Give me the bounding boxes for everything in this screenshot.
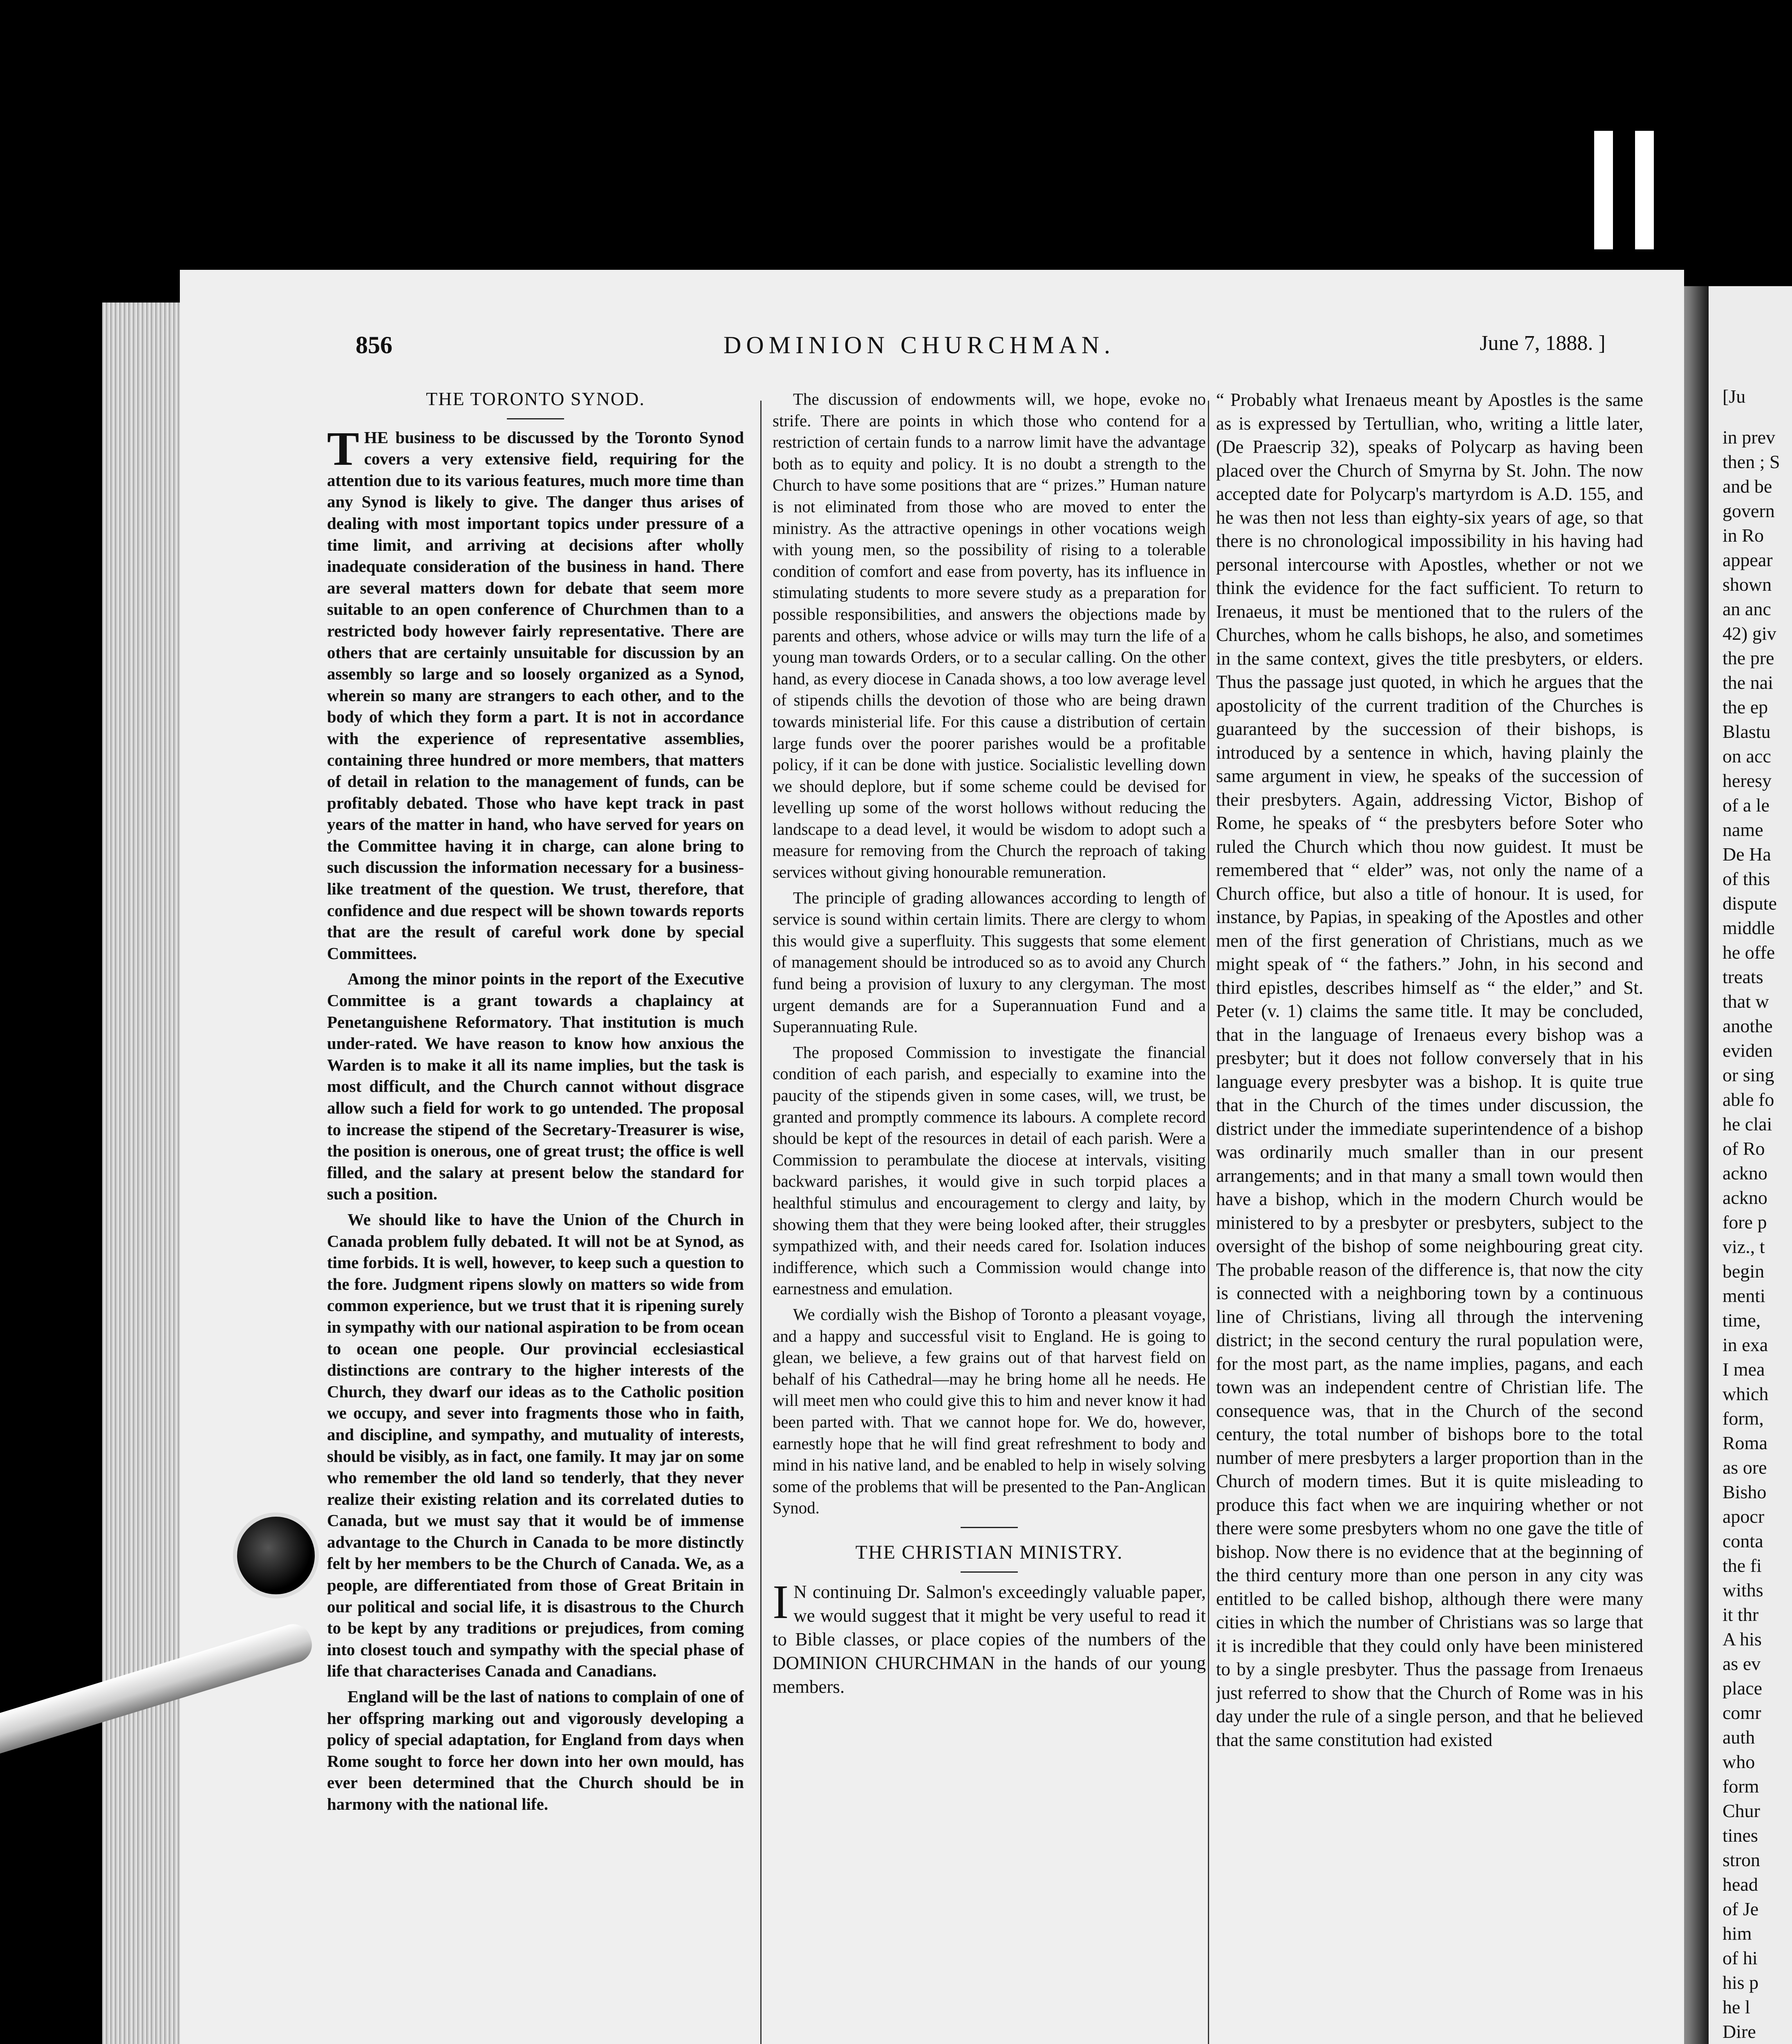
facing-page-text-fragment: in prev xyxy=(1723,427,1776,448)
paragraph: “ Probably what Irenaeus meant by Apostles is the same as is expressed by Tertullian, who, writing a little later, (De Praescrip 32), speaks of Polycarp as having been placed over the Church of Smyrna by St. John. The now accepted date for Polycarp's martyrdom is A.D. 155, and he was then not less than eighty-six years of age, so that there is no chronological impossibility in his having had personal intercourse with Apostles, whether or not we think the evidence for the fact sufficient. To return to Irenaeus, it must be mentioned that to the rulers of the Churches, whom he calls bishops, he also, and sometimes in the same context, gives the title presbyters, or elders. Thus the passage just quoted, in which he argues that the apostolicity of the current tradition of the Churches is guaranteed by the succession of their bishops, is introduced by a sentence in which, having plainly the same argument in view, he speaks of the succession of their presbyters. Again, addressing Victor, Bishop of Rome, he speaks of “ the presbyters before Soter who ruled the Church which thou now guidest. It must be remembered that “ elder” was, not only the name of a Church office, but also a title of honour. It is used, for instance, by Papias, in speaking of the Apostles and other men of the first generation of Christians, much as we might speak of “ the fathers.” John, in his second and third epistles, describes himself as “ the elder,” and St. Peter (v. 1) claims the same title. It may be concluded, that in the language of Irenaeus every bishop was a presbyter; but it does not follow conversely that in his language every presbyter was a bishop. It is quite true that in the Church of the times under discussion, the district under the immediate superintendence of a bishop was ordinarily much smaller than in our present arrangements; and in that many a small town would then have a bishop, which in the modern Church would be ministered to by a presbyter or presbyters, subject to the oversight of the bishop of some neighbouring great city. The probable reason of the difference is, that now the city is connected with a neighboring town by a continuous line of Christians, living all through the intervening district; in the second century the rural population were, for the most part, as the name implies, pagans, and each town was an independent centre of Christian life. The consequence was, that in the Church of the second century, the total number of bishops bore to the total number of mere presbyters a larger proportion than in the Church of modern times. But it is quite misleading to produce this fact when we are inquiring whether or not there were some presbyters whom no one gave the title of bishop. Now there is no evidence that at the beginning of the third century more than one person in any city was entitled to be called bishop, although there were many cities in which the number of Christians was so large that it is incredible that they could only have been ministered to by a single presbyter. Thus the passage from Irenaeus just referred to show that the Church of Rome was in his day under the rule of a single person, and that he believed that the same constitution had existed xyxy=(1216,390,1643,1750)
facing-page-text-fragment: that w xyxy=(1723,991,1769,1012)
facing-page-text-fragment: ackno xyxy=(1723,1163,1767,1183)
facing-page-text-fragment: or sing xyxy=(1723,1065,1774,1085)
facing-page-text-fragment: Roma xyxy=(1723,1432,1767,1453)
book-page-edges xyxy=(102,303,181,2044)
facing-page-text-fragment: name xyxy=(1723,819,1763,840)
facing-page-text-fragment: and be xyxy=(1723,476,1772,497)
facing-page-text-fragment: which xyxy=(1723,1383,1769,1404)
facing-page-text-fragment: an anc xyxy=(1723,598,1771,619)
column-rule xyxy=(1208,401,1209,2044)
facing-page-text-fragment: shown xyxy=(1723,574,1772,595)
column-2 xyxy=(773,388,1206,2044)
title-rule xyxy=(507,418,564,419)
facing-page-text-fragment: place xyxy=(1723,1678,1763,1699)
facing-page-text-fragment: of this xyxy=(1723,868,1770,889)
facing-page-text-fragment: of Ro xyxy=(1723,1138,1765,1159)
facing-page-text-fragment: in exa xyxy=(1723,1334,1768,1355)
publication-title: DOMINION CHURCHMAN. xyxy=(724,332,1116,359)
paragraph: THE business to be discussed by the Toronto Synod covers a very extensive field, requiring for the attention due to its various features, much more time than any Synod is likely to give. The danger thus arises of dealing with most important topics under pressure of a time limit, and arriving at decisions after wholly inadequate consideration of the business in hand. There are several matters down for debate that seem more suitable to an open conference of Churchmen than to a restricted body however fairly representative. There are others that are certainly unsuitable for discussion by an assembly so large and so loosely organized as a Synod, wherein so many are strangers to each other, and to the body of which they form a part. It is not in accordance with the experience of representative assemblies, containing three hundred or more members, that matters of detail in relation to the management of funds, can be profitably debated. Those who have kept track in past years of the matter in hand, who have served for years on the Committee having it in charge, can alone bring to such discussion the information necessary for a business-like treatment of the question. We trust, therefore, that confidence and due respect will be shown towards reports that are the result of careful work done by special Committees. xyxy=(327,421,744,963)
running-head xyxy=(356,331,1623,364)
facing-page-text-fragment: treats xyxy=(1723,966,1763,987)
facing-page-text-fragment: I mea xyxy=(1723,1359,1765,1380)
facing-page-text-fragment: stron xyxy=(1723,1849,1760,1870)
facing-page-text-fragment: who xyxy=(1723,1751,1755,1772)
facing-page-text-fragment: of hi xyxy=(1723,1948,1758,1968)
paragraph: We should like to have the Union of the Church in Canada problem fully debated. It will not be at Synod, as time forbids. It is well, however, to keep such a question to the fore. Judgment ripens slowly on matters so wide from common experience, but we trust that it is ripening surely in sympathy with our national aspiration to be from ocean to ocean one people. Our provincial ecclesiastical distinctions are contrary to the higher interests of the Church, they dwarf our ideas as to the Catholic position we occupy, and sever into fragments those who in faith, and discipline, and sympathy, and mutuality of interests, should be visibly, as in fact, one family. It may jar on some who remember the old land so tenderly, that they never realize their existing relation and its correlated duties to Canada, but we must say that it would be of immense advantage to the Church in Canada to be more distinctly felt by her members to be the Church of Canada. We, as a people, are differentiated from those of Great Britain in our political and social life, it is disastrous to the Church to be kept by any traditions or prejudices, from coming into closest touch and sympathy with the special phase of life that characterises Canada and Canadians. xyxy=(327,1210,744,1681)
facing-page-text-fragment: auth xyxy=(1723,1727,1755,1748)
facing-page-text-fragment: Blastu xyxy=(1723,721,1771,742)
article-title-christian-ministry: THE CHRISTIAN MINISTRY. xyxy=(855,1541,1123,1563)
pencil-tip xyxy=(233,1513,319,1598)
facing-page-text-fragment: De Ha xyxy=(1723,844,1771,865)
facing-page-text-fragment: the ep xyxy=(1723,697,1768,717)
facing-page-text-fragment: head xyxy=(1723,1874,1758,1895)
facing-page-text-fragment: dispute xyxy=(1723,893,1777,914)
facing-page-text-fragment: the nai xyxy=(1723,672,1773,693)
page-number: 856 xyxy=(356,332,392,359)
facing-page-text-fragment: heresy xyxy=(1723,770,1772,791)
facing-page-text-fragment: then ; S xyxy=(1723,451,1780,472)
facing-page-text-fragment: conta xyxy=(1723,1531,1763,1551)
facing-page-text-fragment: form xyxy=(1723,1776,1759,1797)
facing-page-text-fragment: the pre xyxy=(1723,648,1774,668)
facing-page-text-fragment: comr xyxy=(1723,1702,1761,1723)
drop-cap: T xyxy=(327,421,359,475)
facing-page-fragment xyxy=(1709,286,1792,2044)
facing-page-text-fragment: A his xyxy=(1723,1629,1762,1650)
drop-cap: I xyxy=(773,1575,789,1629)
section-rule xyxy=(961,1527,1018,1528)
facing-page-text-fragment: his p xyxy=(1723,1972,1759,1993)
facing-page-text-fragment: he l xyxy=(1723,1997,1750,2017)
facing-page-text-fragment: eviden xyxy=(1723,1040,1773,1061)
facing-page-text-fragment: he clai xyxy=(1723,1114,1772,1134)
paragraph: Among the minor points in the report of the Executive Committee is a grant towards a chaplaincy at Penetanguishene Reformatory. That institution is much under-rated. We have reason to know how anxious the Warden is to make it all its name implies, but the task is most difficult, and the Church cannot without disgrace allow such a field for work to go untended. The proposal to increase the stipend of the Secretary-Treasurer is wise, the position is onerous, one of great trust; the office is well filled, and the salary at present below the standard for such a position. xyxy=(327,969,744,1204)
facing-page-text-fragment: on acc xyxy=(1723,746,1771,766)
facing-page-text-fragment: tines xyxy=(1723,1825,1758,1846)
article-title-toronto-synod: THE TORONTO SYNOD. xyxy=(426,388,645,409)
facing-page-text-fragment: it thr xyxy=(1723,1604,1759,1625)
paragraph: The discussion of endowments will, we hope, evoke no strife. There are points in which those who contend for a restriction of certain funds to a narrow limit have the advantage both as to equity and policy. It is no doubt a strength to the Church to have some positions that are “ prizes.” Human nature is not eliminated from those who are moved to enter the ministry. As the attractive openings in other vocations weigh with young men, so the possibility of rising to a tolerable condition of comfort and ease from poverty, has its influence in stimulating students to more severe study as a preparation for possible responsibilities, and answers the objections made by parents and others, whose advice or wills may turn the life of a young man towards Orders, or to a secular calling. On the other hand, as every diocese in Canada shows, a too low average level of stipends chills the devotion of those who are being drawn towards ministerial life. For this cause a distribution of certain large funds over the poorer parishes would be a profitable policy, if it can be done with justice. Socialistic levelling down we should deplore, but if some scheme could be devised for levelling up some of the worst hollows without reducing the landscape to a dead level, it would be wisdom to adopt such a measure for removing from the Church the reproach of taking services without giving honourable remuneration. xyxy=(773,390,1206,882)
facing-page-text-fragment: Dire xyxy=(1723,2021,1756,2042)
facing-page-text-fragment: the fi xyxy=(1723,1555,1762,1576)
column-3 xyxy=(1216,388,1643,2044)
facing-page-text-fragment: middle xyxy=(1723,917,1775,938)
issue-date: June 7, 1888. ] xyxy=(1480,332,1606,355)
facing-page-text-fragment: as ore xyxy=(1723,1457,1767,1478)
facing-page-text-fragment: in Ro xyxy=(1723,525,1764,546)
facing-page-text-fragment xyxy=(1723,2040,1755,2044)
facing-page-text-fragment: withs xyxy=(1723,1580,1763,1600)
column-1 xyxy=(327,388,744,2044)
facing-page-text-fragment: time, xyxy=(1723,1310,1761,1331)
facing-page-text-fragment: appear xyxy=(1723,549,1773,570)
title-rule xyxy=(961,1571,1018,1573)
paragraph: The principle of grading allowances according to length of service is sound within certain limits. There are clergy to whom this would give a superfluity. This suggests that some element of management should be introduced so as to avoid any Church fund being a provision of luxury to any clergyman. The most urgent demands are for a Superannuation Fund and a Superannuating Rule. xyxy=(773,888,1206,1036)
facing-page-text-fragment: [Ju xyxy=(1723,386,1746,407)
facing-page-text-fragment: menti xyxy=(1723,1285,1765,1306)
facing-page-text-fragment: Bisho xyxy=(1723,1481,1767,1502)
column-rule xyxy=(760,401,762,2044)
facing-page-text-fragment: as ev xyxy=(1723,1653,1761,1674)
facing-page-text-fragment: ackno xyxy=(1723,1187,1767,1208)
facing-page-text-fragment: begin xyxy=(1723,1261,1765,1282)
paragraph: I N continuing Dr. Salmon's exceedingly valuable paper, we would suggest that it might be very useful to read it to Bible classes, or place copies of the numbers of the DOMINION CHURCHMAN in the hands of our young members. xyxy=(773,1575,1206,1697)
facing-page-text-fragment: apocr xyxy=(1723,1506,1765,1527)
paragraph: England will be the last of nations to complain of one of her offspring marking out and vigorously developing a policy of special adaptation, for England from days when Rome sought to force her down into her own mould, has ever been determined that the Church should be in harmony with the national life. xyxy=(327,1687,744,1813)
facing-page-text-fragment: Chur xyxy=(1723,1800,1760,1821)
paragraph: We cordially wish the Bishop of Toronto a pleasant voyage, and a happy and successful visit to England. He is going to glean, we believe, a few grains out of that harvest field on behalf of his Cathedral—may he bring home all he needs. He will meet men who could give this to him and never know it had been parted with. That we cannot hope for. We do, however, earnestly hope that he will find great refreshment to body and mind in his native land, and be enabled to help in wisely solving some of the problems that will be presented to the Pan-Anglican Synod. xyxy=(773,1304,1206,1517)
facing-page-text-fragment: him xyxy=(1723,1923,1752,1944)
facing-page-text-fragment: govern xyxy=(1723,500,1775,521)
facing-page-text-fragment: of Je xyxy=(1723,1898,1759,1919)
facing-page-text-fragment: fore p xyxy=(1723,1212,1767,1233)
facing-page-text-fragment: anothe xyxy=(1723,1015,1773,1036)
facing-page-text-fragment: of a le xyxy=(1723,795,1770,816)
facing-page-text-fragment: form, xyxy=(1723,1408,1764,1429)
paragraph: The proposed Commission to investigate the financial condition of each parish, and especially to examine into the paucity of the stipends given in some cases, will, we trust, be granted and promptly commence its labours. A complete record should be kept of the resources in detail of each parish. Were a Commission to perambulate the diocese at intervals, visiting backward parishes, it would give in such torpid places a healthful stimulus and encouragement to clergy and laity, by showing them that they were being looked after, their struggles sympathized with, and their needs cared for. Isolation induces indifference, which such a Commission would change into earnestness and emulation. xyxy=(773,1042,1206,1298)
facing-page-text-fragment: he offe xyxy=(1723,942,1775,963)
facing-page-text-fragment: 42) giv xyxy=(1723,623,1776,644)
facing-page-text-fragment: able fo xyxy=(1723,1089,1774,1110)
facing-page-text-fragment: viz., t xyxy=(1723,1236,1765,1257)
